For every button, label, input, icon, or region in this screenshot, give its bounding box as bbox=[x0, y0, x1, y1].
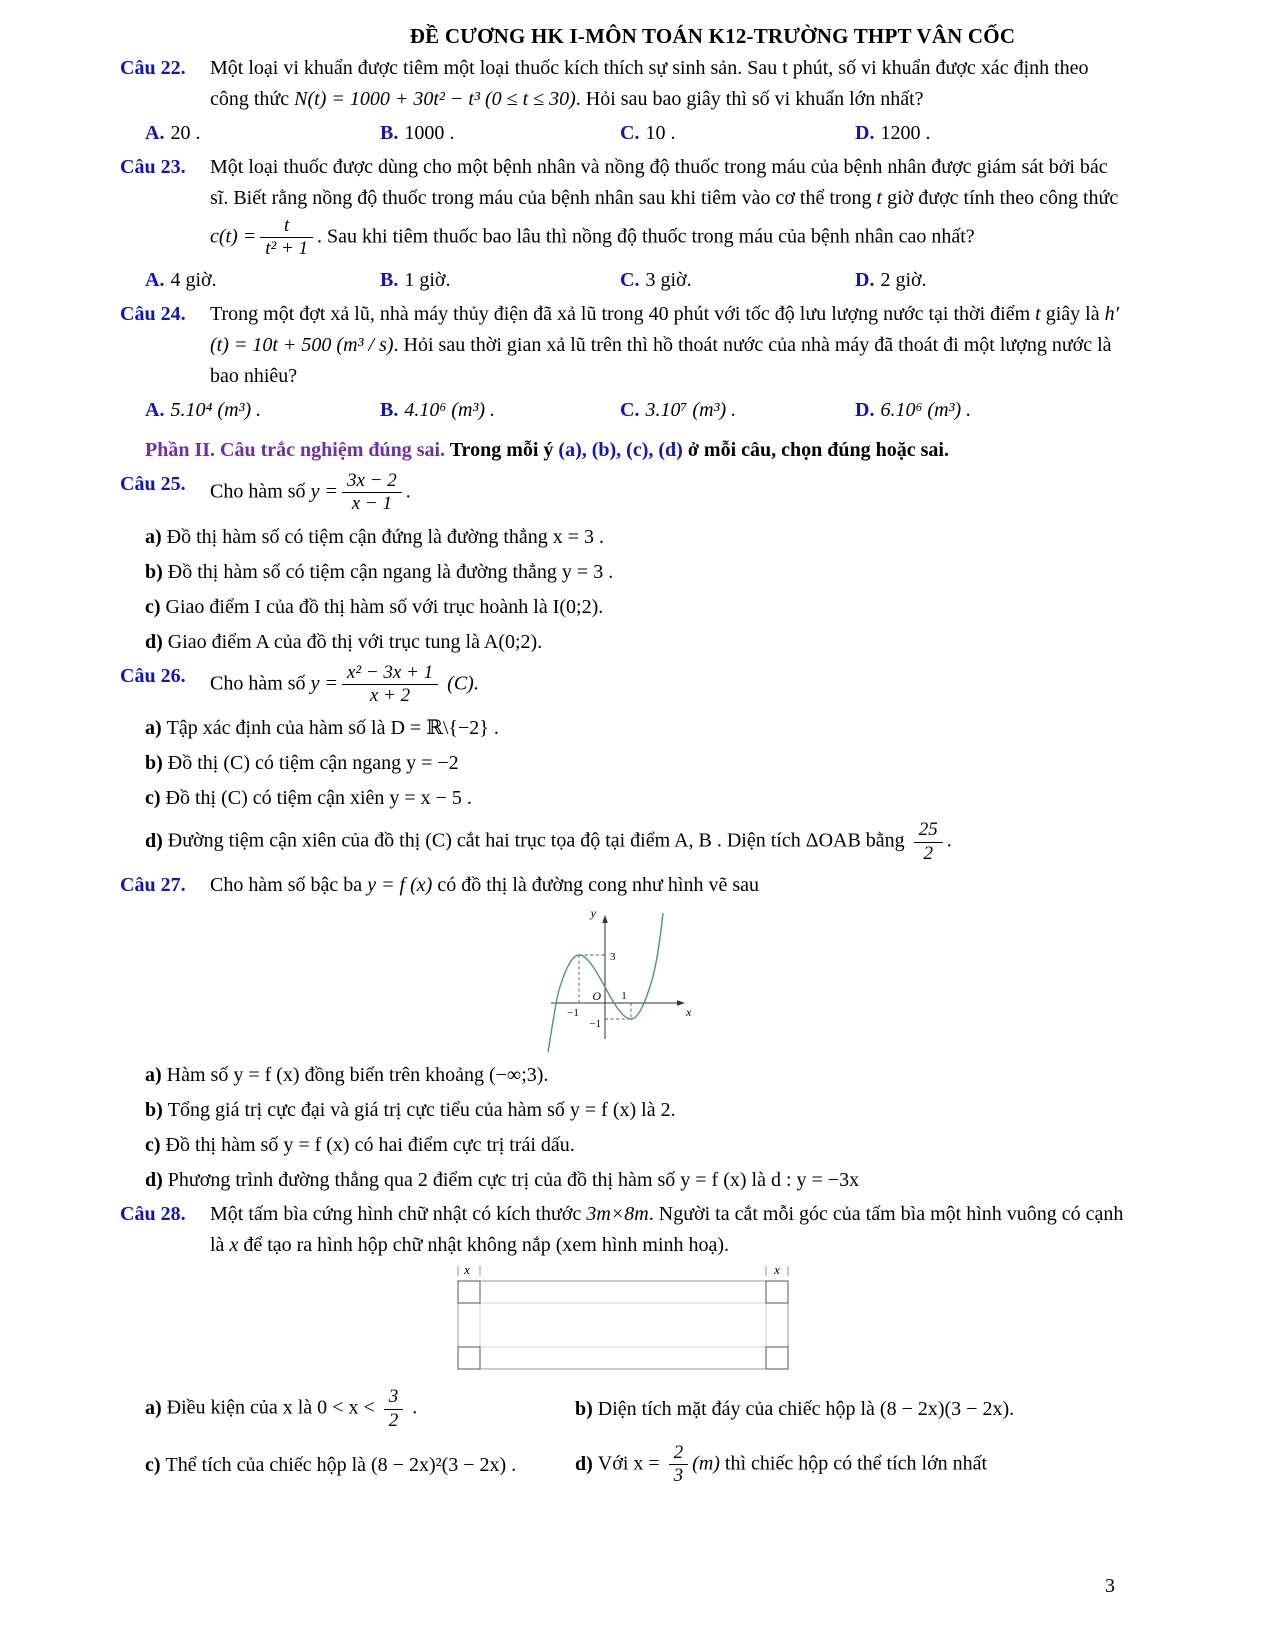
q26-c-label: (C). bbox=[442, 672, 479, 695]
q22-text-1: Một loại vi khuẩn được tiêm một loại thuốc kích thích sự sinh sản. Sau t phút, số vi khuẩn được xác định theo công thức bbox=[210, 57, 1089, 110]
option-text: 4.10⁶ (m³) . bbox=[404, 398, 496, 421]
question-22-number: Câu 22. bbox=[120, 57, 186, 79]
question-23-option-c bbox=[620, 265, 855, 295]
question-25-number: Câu 25. bbox=[120, 472, 186, 495]
option-text: 6.10⁶ (m³) . bbox=[880, 398, 972, 421]
fraction-denominator: 2 bbox=[388, 1409, 399, 1431]
option-text: 2 giờ. bbox=[880, 268, 927, 291]
q25-item-c bbox=[145, 592, 1125, 622]
fraction-denominator: t² + 1 bbox=[265, 238, 309, 260]
q25-fraction bbox=[342, 470, 402, 516]
option-letter: B. bbox=[380, 268, 399, 291]
q24-var-t: t bbox=[1035, 302, 1041, 325]
q28-row-cd bbox=[145, 1441, 1125, 1489]
item-text: Đồ thị hàm số y = f (x) có hai điểm cực trị trái dấu. bbox=[165, 1134, 575, 1157]
option-text: 4 giờ. bbox=[170, 268, 217, 291]
question-27-text bbox=[210, 870, 1125, 901]
item-text: Giao điểm I của đồ thị hàm số với trục hoành là I(0;2). bbox=[165, 595, 604, 618]
question-25-row bbox=[120, 469, 1125, 517]
q22-text-2: . Hỏi sau bao giây thì số vi khuẩn lớn nhất? bbox=[575, 88, 924, 110]
question-28-text bbox=[210, 1199, 1125, 1261]
item-text-end: . bbox=[407, 1396, 418, 1419]
question-23-option-a bbox=[145, 265, 380, 295]
diagram-x-left-label: x bbox=[463, 1263, 470, 1278]
q24-text-2: giây là bbox=[1040, 302, 1105, 325]
option-letter: D. bbox=[855, 122, 875, 144]
sheet-outline bbox=[458, 1281, 788, 1369]
question-22-option-d bbox=[855, 118, 1125, 148]
q26-intro: Cho hàm số bbox=[210, 672, 311, 695]
q23-fraction bbox=[260, 215, 313, 261]
fraction-denominator: x + 2 bbox=[369, 685, 411, 707]
x-axis-arrow bbox=[677, 1000, 685, 1006]
question-23-options bbox=[145, 265, 1125, 295]
q27-intro-2: có đồ thị là đường cong như hình vẽ sau bbox=[432, 874, 759, 897]
option-text: 1 giờ. bbox=[404, 268, 451, 291]
fraction-numerator: 2 bbox=[669, 1442, 689, 1465]
graph-value-3: 3 bbox=[610, 951, 616, 964]
graph-value-1: 1 bbox=[621, 990, 627, 1003]
question-27-row bbox=[120, 870, 1125, 901]
question-26 bbox=[120, 661, 1125, 867]
q28-d-fraction bbox=[669, 1442, 689, 1488]
item-text: Đồ thị hàm số có tiệm cận đứng là đường thẳng x = 3 . bbox=[166, 525, 605, 548]
item-label: d) bbox=[145, 630, 163, 653]
item-label: c) bbox=[145, 1453, 161, 1476]
option-text: 3.10⁷ (m³) . bbox=[645, 398, 737, 421]
graph-y-label: y bbox=[590, 906, 596, 921]
item-text: Diện tích mặt đáy của chiếc hộp là (8 − 2x)(3 − 2x). bbox=[597, 1398, 1015, 1421]
option-letter: D. bbox=[855, 398, 875, 421]
q27-item-a bbox=[145, 1060, 1125, 1090]
question-24-options bbox=[145, 395, 1125, 425]
question-27-number: Câu 27. bbox=[120, 874, 186, 897]
q26-item-c bbox=[145, 783, 1125, 813]
item-text-end: thì chiếc hộp có thể tích lớn nhất bbox=[719, 1452, 988, 1475]
option-letter: B. bbox=[380, 398, 399, 421]
graph-origin-label: O bbox=[592, 989, 601, 1004]
q28-item-a bbox=[145, 1385, 575, 1433]
item-label: b) bbox=[575, 1398, 593, 1421]
item-label: a) bbox=[145, 1064, 162, 1087]
part2-text-1: Trong mỗi ý bbox=[445, 438, 559, 461]
item-text: Tập xác định của hàm số là D = ℝ\{−2} . bbox=[166, 717, 499, 740]
q28-text-2: . Người ta cắt mỗi góc của tấm bìa một hình vuông có cạnh là bbox=[210, 1203, 1124, 1257]
q28-row-ab bbox=[145, 1385, 1125, 1433]
q26-item-b bbox=[145, 748, 1125, 778]
question-24-option-d bbox=[855, 395, 1125, 425]
item-text: Giao điểm A của đồ thị với trục tung là A(0;2). bbox=[167, 630, 543, 653]
question-28 bbox=[120, 1199, 1125, 1489]
q23-text-2: giờ được tính theo công thức bbox=[882, 187, 1119, 209]
option-letter: C. bbox=[620, 122, 640, 144]
fraction-numerator: 3x − 2 bbox=[342, 470, 402, 493]
fold-lines bbox=[458, 1281, 788, 1369]
question-23-option-b bbox=[380, 265, 620, 295]
item-text: Với x = bbox=[597, 1452, 665, 1475]
q23-var-t: t bbox=[876, 187, 883, 209]
q28-item-d bbox=[575, 1441, 1125, 1489]
fraction-numerator: 3 bbox=[384, 1386, 404, 1409]
question-24-text bbox=[210, 299, 1125, 392]
question-26-number: Câu 26. bbox=[120, 664, 186, 687]
fraction-denominator: x − 1 bbox=[351, 493, 392, 515]
q26-d-fraction bbox=[914, 819, 943, 865]
box-net-diagram bbox=[443, 1263, 803, 1377]
option-text: 10 . bbox=[645, 122, 676, 144]
fraction-numerator: x² − 3x + 1 bbox=[342, 662, 438, 685]
q28-item-c bbox=[145, 1450, 575, 1480]
q25-period: . bbox=[405, 480, 411, 503]
item-text: Điều kiện của x là 0 < x < bbox=[166, 1396, 380, 1419]
graph-value-minus1-y: −1 bbox=[589, 1018, 601, 1031]
question-26-text bbox=[210, 661, 1125, 709]
option-letter: C. bbox=[620, 268, 640, 291]
item-label: c) bbox=[145, 787, 161, 810]
graph-value-minus1-x: −1 bbox=[567, 1007, 579, 1020]
question-22 bbox=[120, 53, 1125, 148]
corner-squares bbox=[458, 1281, 788, 1369]
fraction-numerator: t bbox=[260, 215, 313, 238]
q28-figure bbox=[120, 1263, 1125, 1377]
document-title: ĐỀ CƯƠNG HK I-MÔN TOÁN K12-TRƯỜNG THPT VÂN CỐC bbox=[409, 24, 1016, 48]
item-label: d) bbox=[145, 1169, 163, 1192]
item-label: d) bbox=[575, 1452, 593, 1475]
item-label: c) bbox=[145, 595, 161, 618]
item-label: a) bbox=[145, 1396, 162, 1419]
q23-text-3: . Sau khi tiêm thuốc bao lâu thì nồng độ thuốc trong máu của bệnh nhân cao nhất? bbox=[317, 225, 975, 248]
question-23-row bbox=[120, 152, 1125, 262]
question-22-option-a bbox=[145, 118, 380, 148]
q27-item-c bbox=[145, 1130, 1125, 1160]
item-text: Tổng giá trị cực đại và giá trị cực tiểu của hàm số y = f (x) là 2. bbox=[167, 1099, 676, 1122]
q28-text-1: Một tấm bìa cứng hình chữ nhật có kích thước bbox=[210, 1203, 587, 1226]
option-letter: A. bbox=[145, 122, 165, 144]
question-22-option-c bbox=[620, 118, 855, 148]
q28-size: 3m×8m bbox=[586, 1203, 649, 1226]
question-23-text bbox=[210, 152, 1125, 262]
q28-item-b bbox=[575, 1394, 1125, 1424]
item-text: Đồ thị (C) có tiệm cận xiên y = x − 5 . bbox=[165, 787, 472, 810]
question-22-row bbox=[120, 53, 1125, 115]
question-24-option-b bbox=[380, 395, 620, 425]
item-label: d) bbox=[145, 829, 163, 852]
option-text: 1200 . bbox=[880, 122, 931, 144]
question-24-option-a bbox=[145, 395, 380, 425]
q23-text-1: Một loại thuốc được dùng cho một bệnh nhân và nồng độ thuốc trong máu của bệnh nhân được giám sát bởi bác sĩ. Biết rằng nồng độ thuốc trong máu của bệnh nhân sau khi tiêm vào cơ thể trong bbox=[210, 156, 1108, 209]
fraction-denominator: 2 bbox=[923, 842, 933, 864]
question-23-option-d bbox=[855, 265, 1125, 295]
item-text: Đường tiệm cận xiên của đồ thị (C) cắt hai trục tọa độ tại điểm A, B . Diện tích ΔOAB bằng bbox=[167, 829, 910, 852]
option-letter: D. bbox=[855, 268, 875, 291]
q25-item-b bbox=[145, 557, 1125, 587]
question-25-text bbox=[210, 469, 1125, 517]
q28-var-x: x bbox=[229, 1234, 239, 1257]
q28-a-fraction bbox=[384, 1386, 404, 1432]
option-text: 1000 . bbox=[404, 122, 455, 144]
page-number: 3 bbox=[1105, 1575, 1115, 1597]
question-22-text bbox=[210, 53, 1125, 115]
q24-text-3: . Hỏi sau thời gian xả lũ trên thì hồ thoát nước của nhà máy đã thoát đi một lượng nước là bao nhiêu? bbox=[210, 333, 1112, 387]
item-text: Phương trình đường thẳng qua 2 điểm cực trị của đồ thị hàm số y = f (x) là d : y = −3x bbox=[167, 1169, 860, 1192]
item-text-end: . bbox=[946, 829, 952, 852]
part2-items-abcd: (a), (b), (c), (d) bbox=[558, 438, 683, 461]
q23-formula-ct: c(t) = bbox=[210, 225, 257, 248]
q27-intro-1: Cho hàm số bậc ba bbox=[210, 874, 368, 897]
diagram-x-right-label: x bbox=[773, 1263, 780, 1278]
question-24-option-c bbox=[620, 395, 855, 425]
q27-function: y = f (x) bbox=[367, 874, 433, 897]
question-23 bbox=[120, 152, 1125, 295]
item-text: Hàm số y = f (x) đồng biến trên khoảng (−∞;3). bbox=[166, 1064, 549, 1087]
q24-text-1: Trong một đợt xả lũ, nhà máy thủy điện đã xả lũ trong 40 phút với tốc độ lưu lượng nước tại thời điểm bbox=[210, 302, 1036, 325]
item-label: b) bbox=[145, 560, 163, 583]
q26-y-equals: y = bbox=[310, 672, 338, 695]
item-label: b) bbox=[145, 752, 163, 775]
item-text: Thể tích của chiếc hộp là (8 − 2x)²(3 − 2x) . bbox=[165, 1453, 517, 1476]
q26-item-d bbox=[145, 818, 1125, 866]
part2-title: Phần II. Câu trắc nghiệm đúng sai. bbox=[145, 438, 446, 461]
q28-d-unit: (m) bbox=[692, 1452, 720, 1475]
item-label: a) bbox=[145, 717, 162, 740]
question-24 bbox=[120, 299, 1125, 425]
option-letter: A. bbox=[145, 268, 165, 291]
option-text: 3 giờ. bbox=[645, 268, 692, 291]
question-27 bbox=[120, 870, 1125, 1195]
question-24-row bbox=[120, 299, 1125, 392]
item-label: c) bbox=[145, 1134, 161, 1157]
question-24-number: Câu 24. bbox=[120, 302, 186, 325]
option-letter: C. bbox=[620, 398, 640, 421]
fraction-numerator: 25 bbox=[914, 819, 943, 842]
q22-formula: N(t) = 1000 + 30t² − t³ (0 ≤ t ≤ 30) bbox=[294, 88, 576, 110]
option-letter: B. bbox=[380, 122, 399, 144]
cubic-graph bbox=[535, 903, 710, 1055]
y-axis-arrow bbox=[602, 915, 608, 923]
q25-item-a bbox=[145, 522, 1125, 552]
question-28-row bbox=[120, 1199, 1125, 1261]
q27-item-d bbox=[145, 1165, 1125, 1195]
q27-item-b bbox=[145, 1095, 1125, 1125]
option-text: 20 . bbox=[170, 122, 201, 144]
part2-text-2: ở mỗi câu, chọn đúng hoặc sai. bbox=[682, 438, 949, 461]
part2-heading bbox=[145, 435, 1125, 465]
item-text: Đồ thị (C) có tiệm cận ngang y = −2 bbox=[167, 752, 459, 775]
option-text: 5.10⁴ (m³) . bbox=[170, 398, 262, 421]
question-22-options bbox=[145, 118, 1125, 148]
question-25 bbox=[120, 469, 1125, 657]
option-letter: A. bbox=[145, 398, 165, 421]
q25-y-equals: y = bbox=[310, 480, 338, 503]
q25-intro: Cho hàm số bbox=[210, 480, 311, 503]
diagram-ticks bbox=[458, 1266, 788, 1276]
question-23-number: Câu 23. bbox=[120, 156, 186, 178]
q25-item-d bbox=[145, 627, 1125, 657]
item-label: b) bbox=[145, 1099, 163, 1122]
graph-x-label: x bbox=[686, 1005, 692, 1020]
q27-figure bbox=[120, 903, 1125, 1055]
fraction-denominator: 3 bbox=[673, 1465, 684, 1487]
question-28-number: Câu 28. bbox=[120, 1203, 186, 1226]
item-label: a) bbox=[145, 525, 162, 548]
question-26-row bbox=[120, 661, 1125, 709]
item-text: Đồ thị hàm số có tiệm cận ngang là đường thẳng y = 3 . bbox=[167, 560, 614, 583]
q26-item-a bbox=[145, 713, 1125, 743]
question-22-option-b bbox=[380, 118, 620, 148]
q26-fraction bbox=[342, 662, 438, 708]
q24-formula: h′(t) = 10t + 500 (m³ / s) bbox=[210, 302, 1119, 356]
q28-text-3: để tạo ra hình hộp chữ nhật không nắp (xem hình minh hoạ). bbox=[238, 1234, 730, 1257]
